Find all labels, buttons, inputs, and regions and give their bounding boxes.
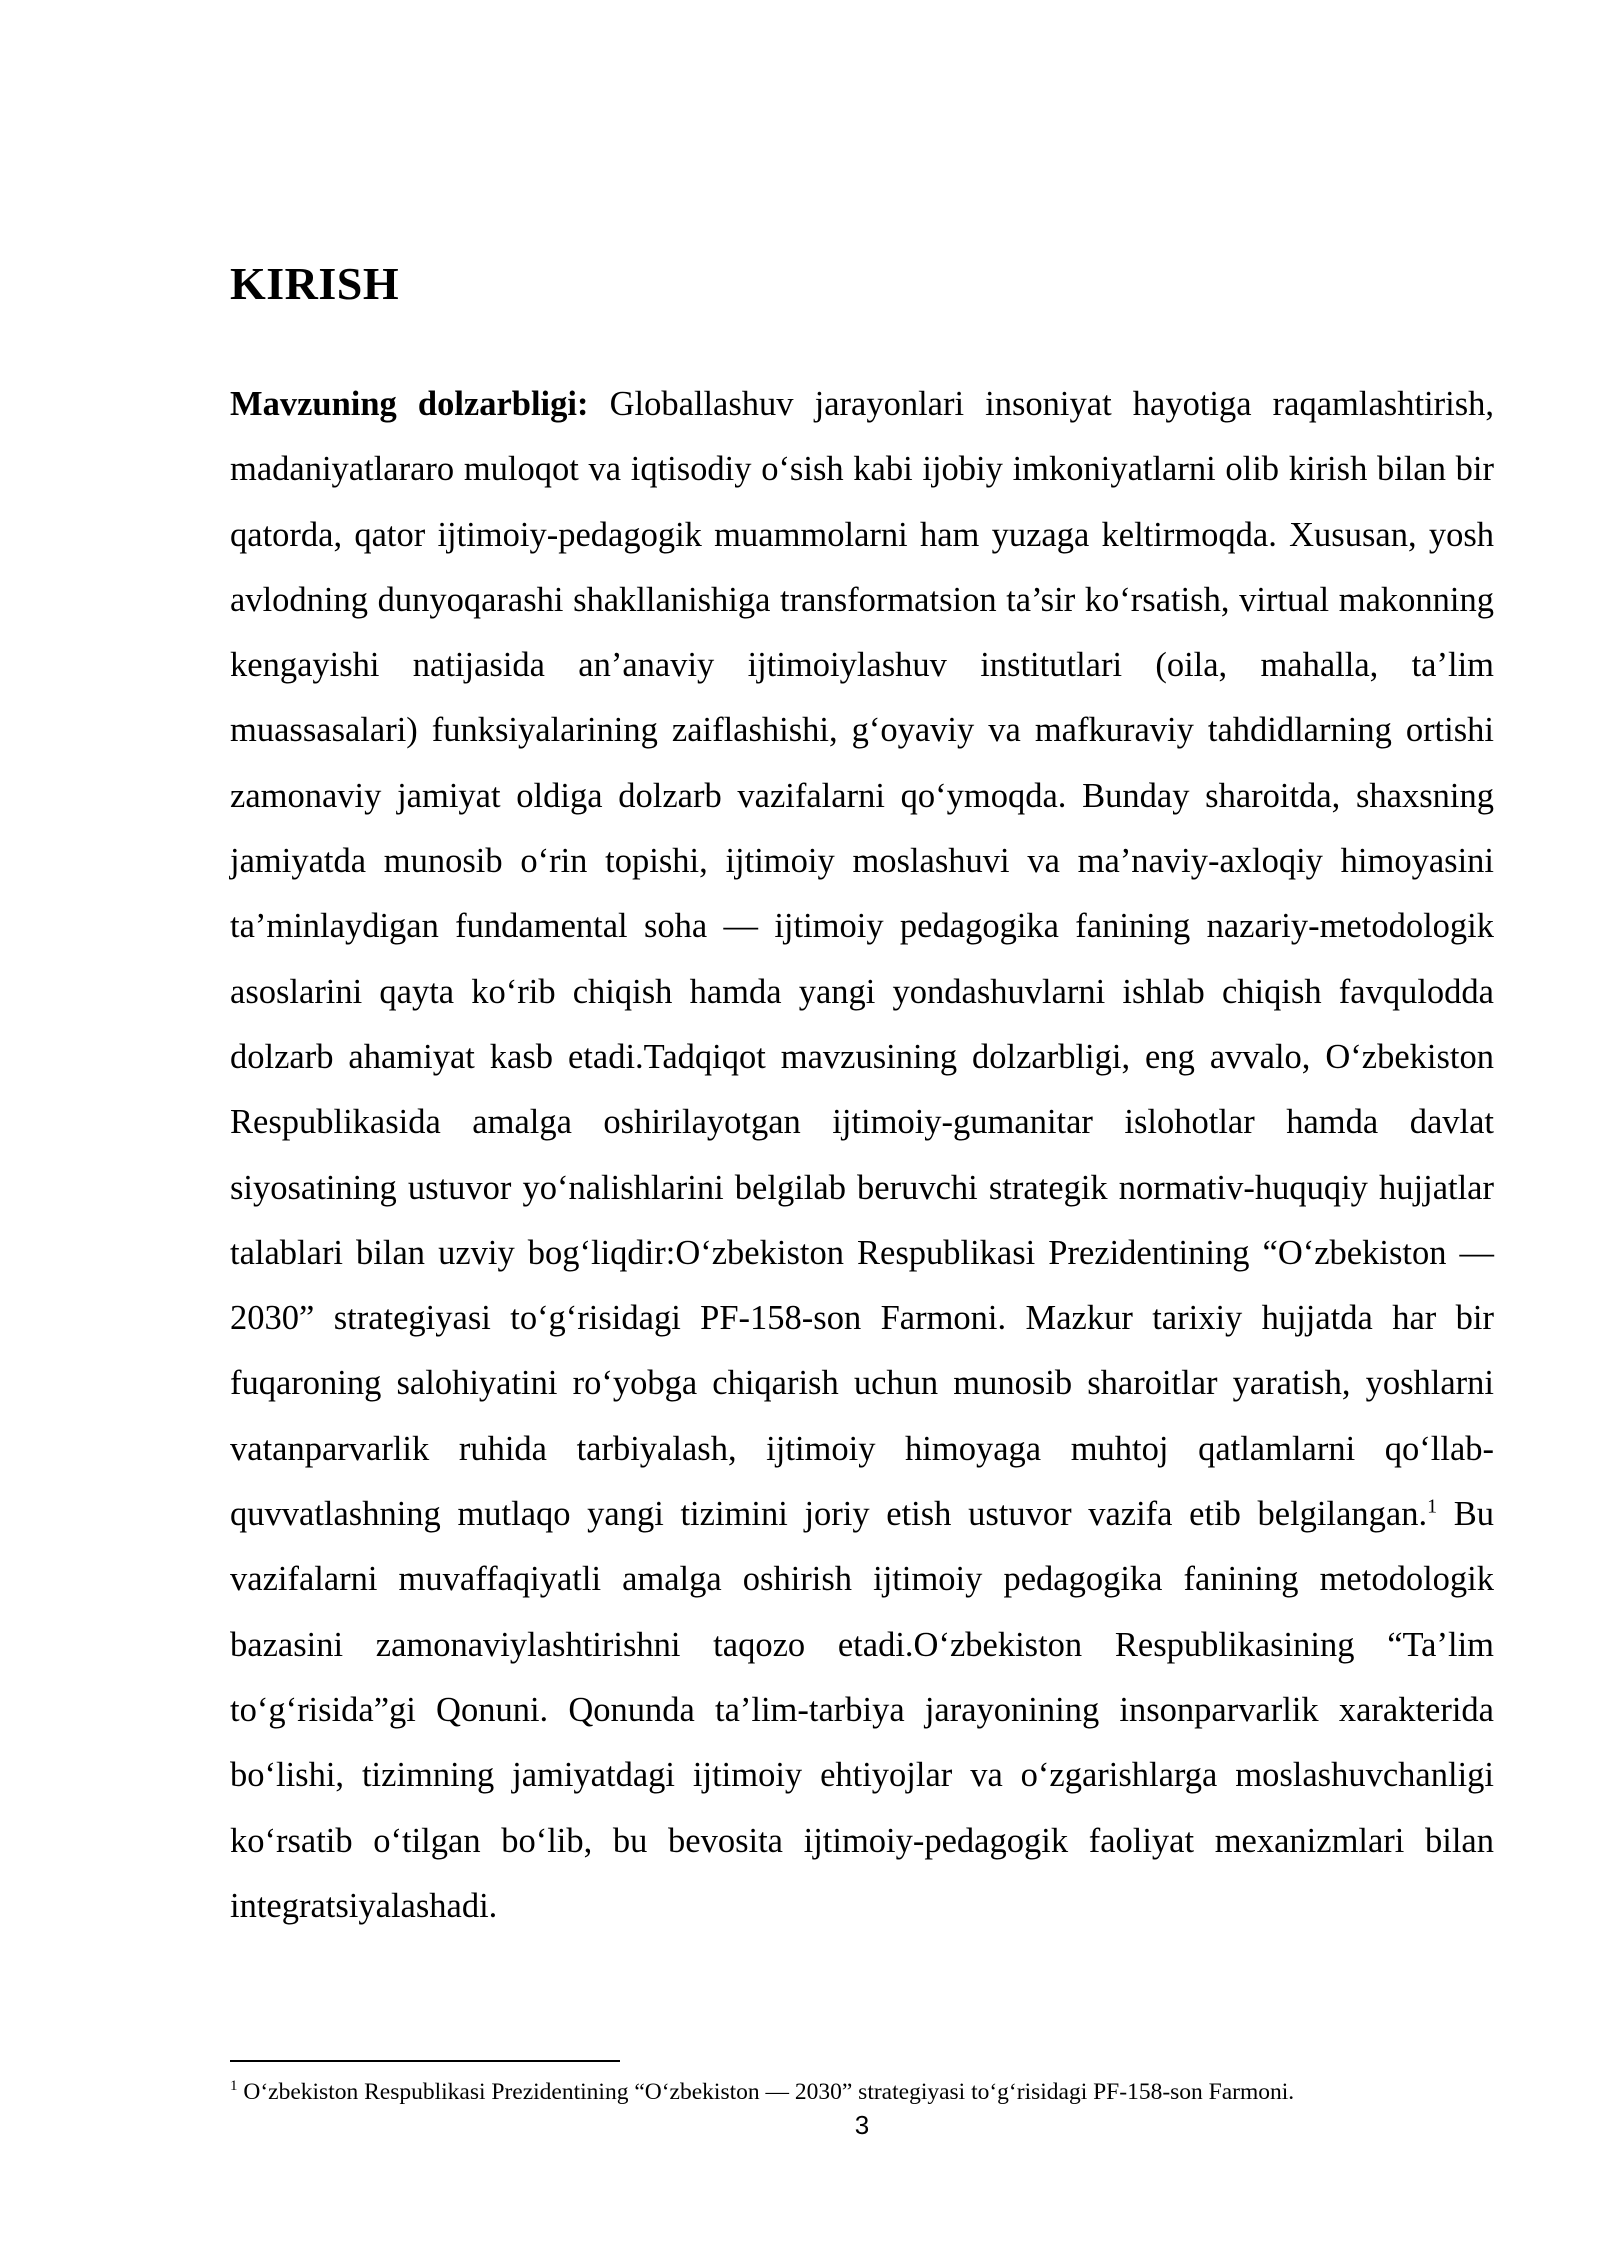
paragraph-text-part1: Globallashuv jarayonlari insoniyat hayotiga raqamlashtirish, madaniyatlararo muloqot va iqtisodiy o‘sish kabi ijobiy imkoniyatlarni olib kirish bilan bir qatorda, qator ijtimoiy-pedagogik muammolarni ham yuzaga keltirmoqda. Xususan, yosh avlodning dunyoqarashi shakllanishiga transformatsion ta’sir ko‘rsatish, virtual makonning kengayishi natijasida an’anaviy ijtimoiylashuv institutlari (oila, mahalla, ta’lim muassasalari) funksiyalarining zaiflashishi, g‘oyaviy va mafkuraviy tahdidlarning ortishi zamonaviy jamiyat oldiga dolzarb vazifalarni qo‘ymoqda. Bunday sharoitda, shaxsning jamiyatda munosib o‘rin topishi, ijtimoiy moslashuvi va ma’naviy-axloqiy himoyasini ta’minlaydigan fundamental soha — ijtimoiy pedagogika fanining nazariy-metodologik asoslarini qayta ko‘rib chiqish hamda yangi yondashuvlarni ishlab chiqish favqulodda dolzarb ahamiyat kasb etadi.Tadqiqot mavzusining dolzarbligi, eng avvalo, O‘zbekiston Respublikasida amalga oshirilayotgan ijtimoiy-gumanitar islohotlar hamda davlat siyosatining ustuvor yo‘nalishlarini belgilab beruvchi strategik normativ-huquqiy hujjatlar talablari bilan uzviy bog‘liqdir:O‘zbekiston Respublikasi Prezidentining “O‘zbekiston — 2030” strategiyasi to‘g‘risidagi PF-158-son Farmoni. Mazkur tarixiy hujjatda har bir fuqaroning salohiyatini ro‘yobga chiqarish uchun munosib sharoitlar yaratish, yoshlarni vatanparvarlik ruhida tarbiyalash, ijtimoiy himoyaga muhtoj qatlamlarni qo‘llab-quvvatlashning mutlaqo yangi tizimini joriy etish ustuvor vazifa etib belgilangan. <box>230 385 1494 1534</box>
paragraph-text-part2: Bu vazifalarni muvaffaqiyatli amalga oshirish ijtimoiy pedagogika fanining metodologik bazasini zamonaviylashtirishni taqozo etadi.O‘zbekiston Respublikasining “Ta’lim to‘g‘risida”gi Qonuni. Qonunda ta’lim-tarbiya jarayonining insonparvarlik xarakterida bo‘lishi, tizimning jamiyatdagi ijtimoiy ehtiyojlar va o‘zgarishlarga moslashuvchanligi ko‘rsatib o‘tilgan bo‘lib, bu bevosita ijtimoiy-pedagogik faoliyat mexanizmlari bilan integratsiyalashadi. <box>230 1495 1495 1925</box>
footnote-reference[interactable]: 1 <box>1427 1495 1438 1518</box>
footnote-number: 1 <box>230 2078 238 2095</box>
body-paragraph <box>230 372 1494 1939</box>
footnote <box>230 2077 1494 2107</box>
section-heading: KIRISH <box>230 258 400 309</box>
footnote-text: O‘zbekiston Respublikasi Prezidentining “O‘zbekiston — 2030” strategiyasi to‘g‘risidagi PF-158-son Farmoni. <box>237 2079 1295 2105</box>
page-number: 3 <box>854 2110 870 2140</box>
footnote-separator <box>230 2060 620 2062</box>
paragraph-lead: Mavzuning dolzarbligi: <box>230 385 589 423</box>
